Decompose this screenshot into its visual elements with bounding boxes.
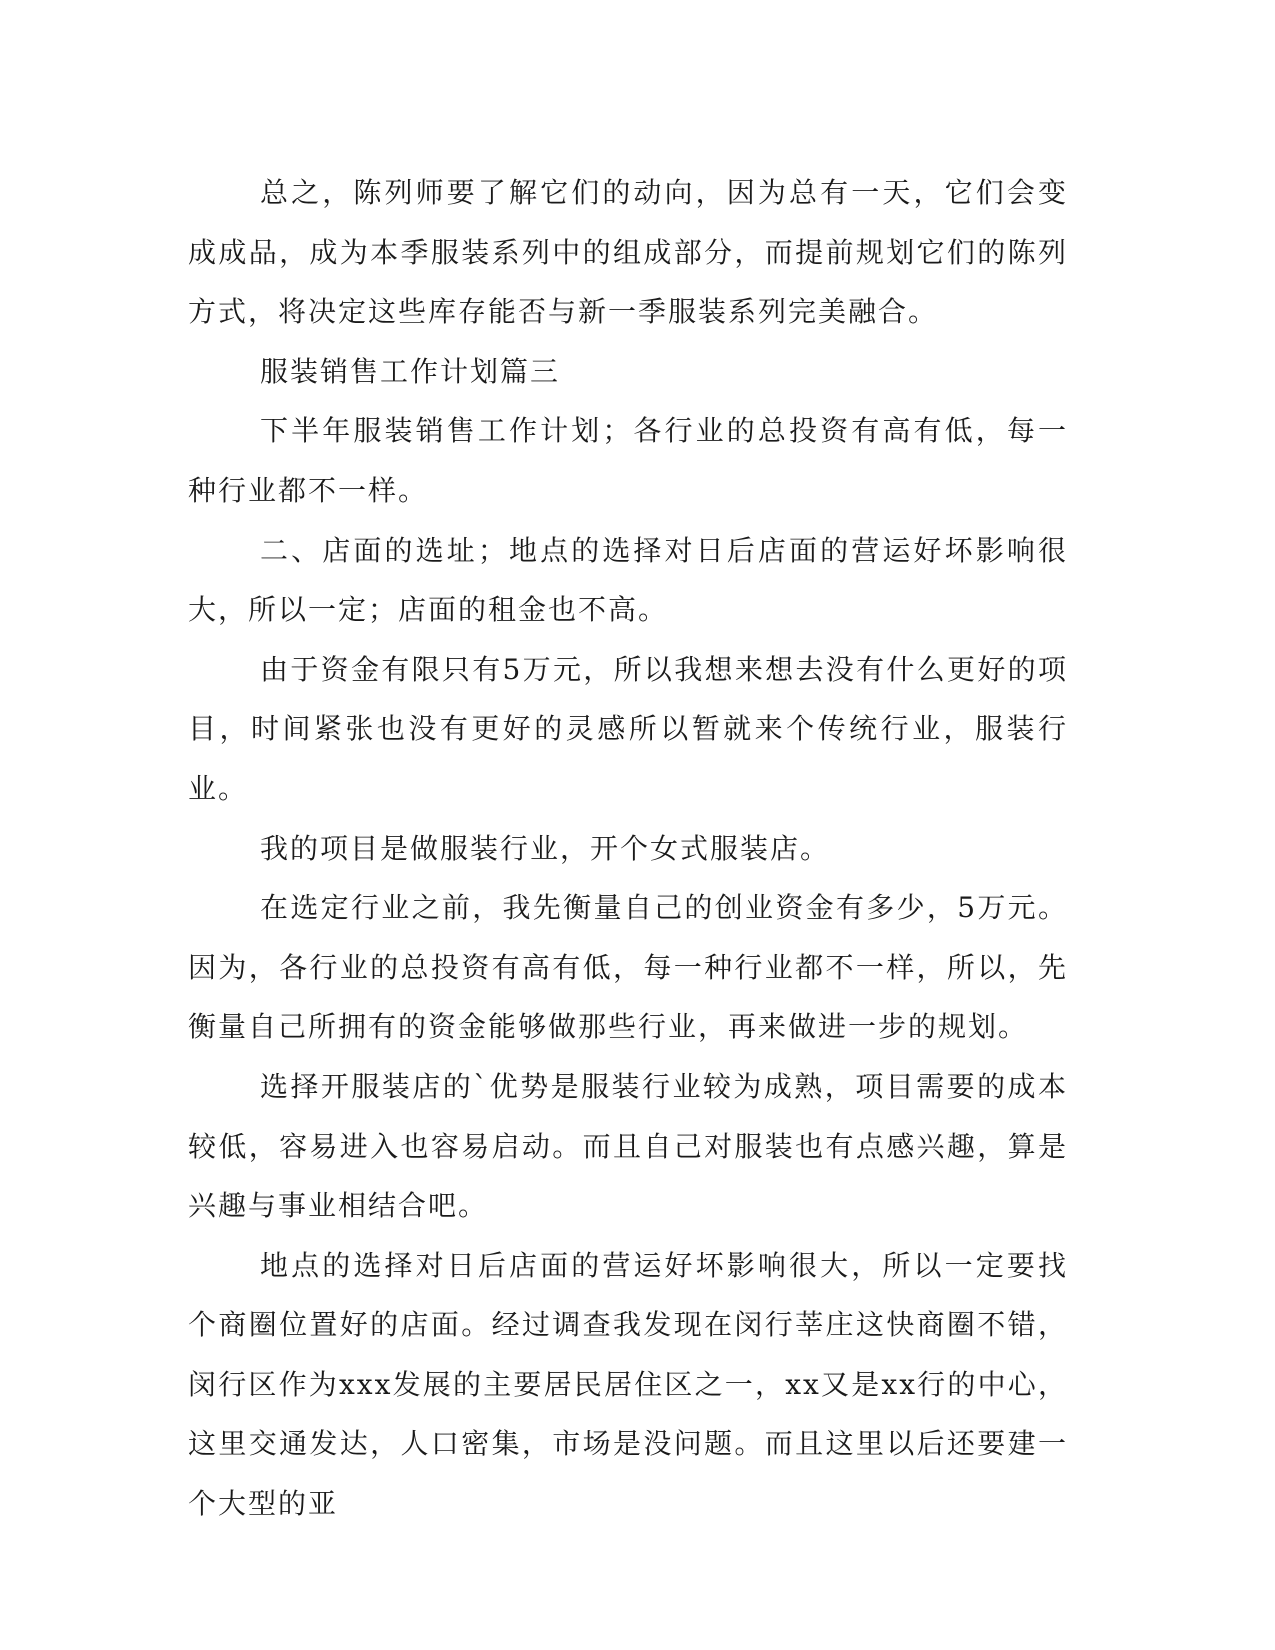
paragraph-capital: 在选定行业之前，我先衡量自己的创业资金有多少，5万元。因为，各行业的总投资有高有低，每一种行业都不一样，所以，先衡量自己所拥有的资金能够做那些行业，再来做进一步的规划。 bbox=[188, 891, 1068, 1044]
document-body bbox=[188, 163, 1068, 1534]
section-heading: 服装销售工作计划篇三 bbox=[260, 354, 561, 388]
paragraph-summary: 总之，陈列师要了解它们的动向，因为总有一天，它们会变成成品，成为本季服装系列中的组成部分，而提前规划它们的陈列方式，将决定这些库存能否与新一季服装系列完美融合。 bbox=[188, 176, 1068, 329]
paragraph-store-location: 二、店面的选址；地点的选择对日后店面的营运好坏影响很大，所以一定；店面的租金也不高。 bbox=[188, 533, 1068, 627]
paragraph-plan-intro: 下半年服装销售工作计划；各行业的总投资有高有低，每一种行业都不一样。 bbox=[188, 414, 1068, 507]
paragraph-location-choice: 地点的选择对日后店面的营运好坏影响很大，所以一定要找个商圈位置好的店面。经过调查我发现在闵行莘庄这快商圈不错，闵行区作为xxx发展的主要居民居住区之一，xx又是xx行的中心，这里交通发达，人口密集，市场是没问题。而且这里以后还要建一个大型的亚 bbox=[188, 1248, 1068, 1521]
paragraph-funding: 由于资金有限只有5万元，所以我想来想去没有什么更好的项目，时间紧张也没有更好的灵感所以暂就来个传统行业，服装行业。 bbox=[188, 652, 1068, 805]
paragraph-advantages: 选择开服装店的`优势是服装行业较为成熟，项目需要的成本较低，容易进入也容易启动。而且自己对服装也有点感兴趣，算是兴趣与事业相结合吧。 bbox=[188, 1069, 1068, 1223]
paragraph-project: 我的项目是做服装行业，开个女式服装店。 bbox=[260, 831, 831, 865]
